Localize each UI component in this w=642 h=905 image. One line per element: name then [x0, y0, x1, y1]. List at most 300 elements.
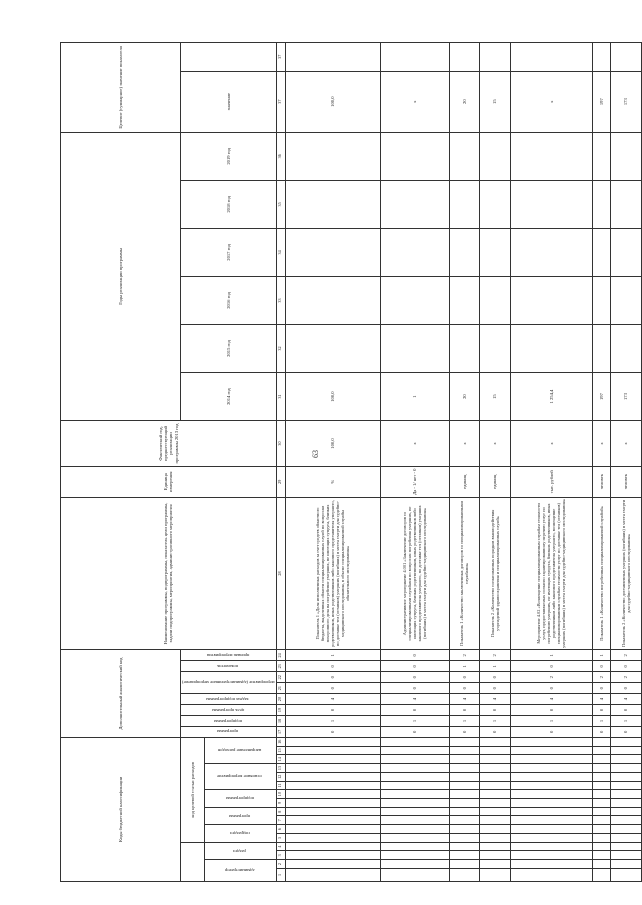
row-year-value	[611, 276, 642, 324]
code-cell	[510, 807, 592, 816]
code-cell	[480, 799, 511, 808]
code-cell: 0	[592, 683, 610, 694]
header-add-4-label: задача подпрограммы	[206, 696, 250, 702]
code-cell: 0	[449, 672, 480, 683]
code-cell: 4	[480, 694, 511, 705]
row-year-value	[611, 132, 642, 180]
code-cell: 1	[380, 715, 449, 726]
header-final-year	[181, 43, 277, 72]
code-cell	[380, 851, 449, 860]
code-cell	[510, 825, 592, 834]
table-row	[592, 43, 610, 882]
code-cell	[592, 781, 610, 790]
column-number: 17	[276, 726, 285, 737]
code-cell: 0	[380, 650, 449, 661]
code-cell: 2	[510, 672, 592, 683]
row-name: Показатель 1 «Доля исполненных расходов за счет средств областного бюджета, выделенных области специализированных служб по вопросам похоронного дела на погребение умерших, не имеющих супруга, близких родственников, иных родственников либо законного представителя умершего, по доставке тел (останков) умерших (погибших) в места смерти для судебно-медицинского исследования, в объеме специализированной службы обязательного исследования»	[285, 497, 380, 650]
code-cell	[611, 807, 642, 816]
row-year-value: 1 254,4	[510, 373, 592, 421]
row-year-value	[592, 228, 610, 276]
header-budget-2-label: раздел	[233, 848, 247, 854]
code-cell	[480, 807, 511, 816]
column-number: 19	[276, 705, 285, 716]
code-cell	[510, 842, 592, 851]
code-cell: 0	[449, 705, 480, 716]
code-cell	[480, 781, 511, 790]
row-unit: человек	[592, 466, 610, 497]
code-cell: 1	[592, 650, 610, 661]
row-final-value: 100,0	[285, 71, 380, 132]
column-number: 20	[276, 694, 285, 705]
column-number: 13	[276, 764, 285, 773]
code-cell	[480, 860, 511, 869]
row-name: Административное мероприятие 4.001 «Заключение договоров со специализированными службами по вопросам погребения умерших, не имеющих супруга, близких родственников, иных родственников либо законного представителя умершего, по доставке тел (останков) умерших (погибших) в места смерти для судебно-медицинского исследования»	[380, 497, 449, 650]
header-budget-3	[204, 825, 276, 842]
row-fact: х	[449, 421, 480, 467]
code-cell	[285, 799, 380, 808]
table-row	[285, 43, 380, 882]
code-cell: 0	[611, 661, 642, 672]
row-name: Показатель 2 «Количество согласованных порядков взаимодействия учреждений здравоохранения и специализированных служб»	[480, 497, 511, 650]
code-cell: 0	[611, 683, 642, 694]
code-cell	[380, 781, 449, 790]
row-name: Показатель 2 «Количество доставленных умерших (погибших) в места смерти для судебно-медицинского исследования»	[611, 497, 642, 650]
row-year-value	[510, 276, 592, 324]
table-row	[510, 43, 592, 882]
code-cell	[449, 790, 480, 799]
code-cell: 0	[449, 683, 480, 694]
code-cell	[480, 842, 511, 851]
header-budget-5	[204, 790, 276, 807]
code-cell	[285, 764, 380, 773]
column-number: 28	[276, 497, 285, 650]
row-year-value	[449, 324, 480, 372]
row-year-value	[285, 180, 380, 228]
code-cell	[380, 799, 449, 808]
code-cell	[380, 842, 449, 851]
row-year-value	[380, 180, 449, 228]
column-number: 33	[276, 276, 285, 324]
code-cell	[510, 851, 592, 860]
header-year-2015: 2015 год	[181, 324, 277, 372]
code-cell	[592, 868, 610, 881]
code-cell: 4	[449, 694, 480, 705]
header-add-2-label: подпрограмма	[213, 718, 242, 724]
row-fact: х	[611, 421, 642, 467]
column-number: 37	[276, 43, 285, 72]
code-cell	[480, 816, 511, 825]
code-cell: 2	[449, 650, 480, 661]
code-cell: 0	[592, 705, 610, 716]
header-budget-6-label: основное мероприятие	[217, 774, 263, 780]
column-number: 6	[276, 825, 285, 834]
header-add-2	[181, 715, 277, 726]
code-cell: 0	[480, 683, 511, 694]
row-final-year	[510, 43, 592, 72]
code-cell: 1	[480, 661, 511, 672]
code-cell	[510, 868, 592, 881]
header-add-1-label: программа	[217, 729, 239, 735]
column-number: 22	[276, 672, 285, 683]
code-cell: 0	[380, 705, 449, 716]
row-final-value: 20	[449, 71, 480, 132]
row-year-value	[285, 228, 380, 276]
code-cell	[449, 851, 480, 860]
code-cell	[611, 825, 642, 834]
row-year-value	[592, 132, 610, 180]
code-cell	[510, 755, 592, 764]
header-year-2016: 2016 год	[181, 276, 277, 324]
row-final-value: 173	[611, 71, 642, 132]
code-cell	[611, 860, 642, 869]
column-number: 1	[276, 868, 285, 881]
code-cell	[380, 764, 449, 773]
code-cell	[380, 807, 449, 816]
row-year-value: 173	[611, 373, 642, 421]
row-year-value	[611, 180, 642, 228]
code-cell: 1	[449, 715, 480, 726]
row-year-value	[592, 180, 610, 228]
row-year-value	[449, 180, 480, 228]
column-number: 29	[276, 466, 285, 497]
header-budget-3-label: подраздел	[229, 831, 250, 837]
code-cell	[285, 790, 380, 799]
code-cell	[611, 737, 642, 746]
code-cell: 1	[611, 715, 642, 726]
code-cell	[480, 790, 511, 799]
code-cell	[592, 746, 610, 755]
row-final-year	[592, 43, 610, 72]
code-cell: 0	[611, 705, 642, 716]
row-unit: Да - 1/ нет - 0	[380, 466, 449, 497]
column-number: 2	[276, 860, 285, 869]
code-cell	[611, 816, 642, 825]
row-year-value	[380, 276, 449, 324]
rotated-table-inner	[60, 42, 631, 882]
code-cell: 1	[449, 661, 480, 672]
column-number: 11	[276, 781, 285, 790]
code-cell	[285, 825, 380, 834]
code-cell: 0	[510, 683, 592, 694]
column-number: 34	[276, 228, 285, 276]
code-cell	[592, 807, 610, 816]
row-year-value	[380, 324, 449, 372]
code-cell: 0	[285, 661, 380, 672]
header-budget-5-label: подпрограмма	[225, 796, 254, 802]
code-cell: 1	[592, 715, 610, 726]
code-cell	[592, 755, 610, 764]
code-cell	[611, 790, 642, 799]
row-year-value: 15	[480, 373, 511, 421]
column-number: 31	[276, 373, 285, 421]
header-final: Целевое (суммарное) значение показателя	[61, 43, 181, 133]
code-cell	[510, 833, 592, 842]
code-cell	[285, 860, 380, 869]
code-cell	[510, 790, 592, 799]
row-final-year	[480, 43, 511, 72]
code-cell	[480, 851, 511, 860]
row-name: Показатель 1 «Количество заключенных договоров со специализированными службами»	[449, 497, 480, 650]
code-cell: 0	[510, 661, 592, 672]
column-number: 12	[276, 772, 285, 781]
code-cell: 1	[285, 650, 380, 661]
code-cell	[449, 868, 480, 881]
code-cell: 4	[285, 694, 380, 705]
code-cell	[592, 737, 610, 746]
code-cell	[611, 799, 642, 808]
code-cell: 1	[285, 715, 380, 726]
code-cell	[592, 790, 610, 799]
code-cell: 0	[510, 705, 592, 716]
code-cell	[449, 842, 480, 851]
column-number: 10	[276, 790, 285, 799]
code-cell: 0	[285, 726, 380, 737]
header-add-6-label: показатель	[217, 663, 239, 669]
row-final-value: х	[510, 71, 592, 132]
code-cell	[449, 833, 480, 842]
code-cell: 1	[480, 715, 511, 726]
code-cell	[592, 799, 610, 808]
row-year-value: 100,0	[285, 373, 380, 421]
column-number: 7	[276, 816, 285, 825]
code-cell: 2	[592, 672, 610, 683]
header-add-7	[181, 650, 277, 661]
code-cell: 1	[510, 650, 592, 661]
code-cell	[510, 764, 592, 773]
header-budget-codes: Коды бюджетной классификации	[61, 737, 181, 881]
row-year-value	[510, 180, 592, 228]
row-year-value	[449, 228, 480, 276]
code-cell	[611, 781, 642, 790]
column-number: 16	[276, 737, 285, 746]
header-budget-4	[204, 807, 276, 824]
code-cell	[380, 868, 449, 881]
header-year-2019: 2019 год	[181, 132, 277, 180]
column-number: 3	[276, 851, 285, 860]
row-year-value	[480, 228, 511, 276]
code-cell	[380, 790, 449, 799]
code-cell	[480, 825, 511, 834]
header-name: Наименование программы, подпрограммы, показатель цели программы, задачи подпрограммы, мероприятия, административного мероприятия	[61, 497, 277, 650]
row-year-value	[510, 132, 592, 180]
code-cell	[380, 746, 449, 755]
column-number: 8	[276, 807, 285, 816]
code-cell: 2	[611, 650, 642, 661]
code-cell	[611, 851, 642, 860]
row-final-year	[285, 43, 380, 72]
column-number: 37	[276, 71, 285, 132]
row-final-value: 197	[592, 71, 610, 132]
row-year-value	[510, 324, 592, 372]
column-number: 15	[276, 746, 285, 755]
page-number: 63	[311, 450, 320, 458]
code-cell	[285, 746, 380, 755]
header-budget-1	[204, 860, 276, 882]
header-admin-block	[181, 842, 205, 881]
code-cell: 0	[380, 726, 449, 737]
code-cell	[510, 860, 592, 869]
header-unit: Единица измерения	[61, 466, 277, 497]
column-number: 14	[276, 755, 285, 764]
row-final-year	[449, 43, 480, 72]
row-year-value	[449, 276, 480, 324]
code-cell	[285, 772, 380, 781]
code-cell	[510, 799, 592, 808]
header-year-2018: 2018 год	[181, 180, 277, 228]
column-number: 4	[276, 842, 285, 851]
code-cell: 0	[285, 705, 380, 716]
header-add-4	[181, 694, 277, 705]
code-cell	[592, 851, 610, 860]
code-cell: 0	[380, 661, 449, 672]
code-cell: 0	[380, 683, 449, 694]
code-cell: 2	[611, 672, 642, 683]
row-final-value: х	[380, 71, 449, 132]
column-number: 32	[276, 324, 285, 372]
code-cell	[449, 737, 480, 746]
row-year-value	[480, 276, 511, 324]
header-budget-7-label: направление расходов	[218, 748, 262, 754]
code-cell: 0	[480, 705, 511, 716]
code-cell: 0	[285, 672, 380, 683]
code-cell	[510, 816, 592, 825]
code-cell	[380, 755, 449, 764]
column-number-row	[276, 43, 285, 882]
code-cell	[285, 816, 380, 825]
code-cell	[592, 772, 610, 781]
code-cell: 0	[480, 726, 511, 737]
code-cell	[449, 816, 480, 825]
row-fact: х	[592, 421, 610, 467]
code-cell	[380, 860, 449, 869]
code-cell	[380, 833, 449, 842]
code-cell	[449, 807, 480, 816]
header-add-5	[181, 672, 277, 694]
column-number: 35	[276, 180, 285, 228]
row-unit: %	[285, 466, 380, 497]
header-year-2017: 2017 год	[181, 228, 277, 276]
code-cell: 4	[380, 694, 449, 705]
header-year-2014: 2014 год	[181, 373, 277, 421]
row-fact: 100,0	[285, 421, 380, 467]
header-budget-1-label: администратор	[224, 868, 255, 874]
row-name: Мероприятие 4.02 «Возмещение специализированным службам стоимости услуг, предоставляемых согласно гарантированному перечню услуг по погребению умерших, не имеющих супруга, близких родственников, иных родственников либо законного представителя умершего, возмещение специализированным службам стоимости услуг по доставке тел (останков) умерших (погибших) в места смерти для судебно-медицинского исследования»	[510, 497, 592, 650]
code-cell	[611, 868, 642, 881]
code-cell	[611, 842, 642, 851]
header-add-3-label: цель программы	[211, 707, 244, 713]
column-number: 36	[276, 132, 285, 180]
code-cell	[592, 833, 610, 842]
code-cell: 1	[510, 715, 592, 726]
code-cell	[285, 781, 380, 790]
code-cell	[611, 764, 642, 773]
column-number: 23	[276, 661, 285, 672]
code-cell	[285, 842, 380, 851]
code-cell: 0	[380, 672, 449, 683]
column-number: 21	[276, 683, 285, 694]
code-cell	[611, 746, 642, 755]
code-cell	[592, 842, 610, 851]
header-add-6	[181, 661, 277, 672]
code-cell	[480, 772, 511, 781]
row-year-value	[380, 228, 449, 276]
code-cell: 0	[285, 683, 380, 694]
header-final-value: значение	[181, 71, 277, 132]
row-year-value	[449, 132, 480, 180]
code-cell	[285, 737, 380, 746]
code-cell: 4	[611, 694, 642, 705]
code-cell	[510, 737, 592, 746]
code-cell	[449, 799, 480, 808]
column-number: 5	[276, 833, 285, 842]
code-cell	[449, 781, 480, 790]
code-cell	[380, 825, 449, 834]
code-cell	[480, 833, 511, 842]
code-cell	[510, 746, 592, 755]
code-cell: 0	[510, 726, 592, 737]
column-number: 24	[276, 650, 285, 661]
code-cell	[592, 825, 610, 834]
code-cell	[611, 755, 642, 764]
row-final-year	[380, 43, 449, 72]
code-cell	[285, 868, 380, 881]
code-cell	[449, 746, 480, 755]
row-fact: х	[480, 421, 511, 467]
code-cell	[380, 816, 449, 825]
code-cell	[510, 781, 592, 790]
row-year-value	[592, 324, 610, 372]
code-cell	[480, 764, 511, 773]
code-cell: 2	[480, 650, 511, 661]
code-cell: 4	[592, 694, 610, 705]
code-cell	[285, 833, 380, 842]
row-year-value	[592, 276, 610, 324]
row-fact: х	[380, 421, 449, 467]
code-cell	[285, 851, 380, 860]
row-fact: х	[510, 421, 592, 467]
table-body	[285, 43, 641, 882]
header-add-3	[181, 705, 277, 716]
header-budget-6	[204, 764, 276, 790]
code-cell	[611, 833, 642, 842]
header-additional-code: Дополнительный аналитический код	[61, 650, 181, 737]
code-cell	[510, 772, 592, 781]
column-number: 18	[276, 715, 285, 726]
code-cell: 0	[449, 726, 480, 737]
row-year-value	[380, 132, 449, 180]
row-year-value	[285, 276, 380, 324]
code-cell	[449, 772, 480, 781]
code-cell: 0	[592, 661, 610, 672]
code-cell	[380, 737, 449, 746]
code-cell	[285, 807, 380, 816]
header-budget-7	[204, 737, 276, 763]
row-final-year	[611, 43, 642, 72]
code-cell	[449, 860, 480, 869]
row-final-value: 15	[480, 71, 511, 132]
code-cell	[611, 772, 642, 781]
code-cell	[480, 737, 511, 746]
row-unit: тыс. рублей	[510, 466, 592, 497]
code-cell	[449, 755, 480, 764]
header-add-5-label: мероприятие (административное мероприятие)	[181, 680, 275, 686]
header-add-1	[181, 726, 277, 737]
code-cell	[592, 764, 610, 773]
row-year-value	[611, 228, 642, 276]
header-target-article: код целевой статьи расходов	[181, 737, 205, 842]
header-budget-2	[204, 842, 276, 859]
header-years: Годы реализации программы	[61, 132, 181, 420]
